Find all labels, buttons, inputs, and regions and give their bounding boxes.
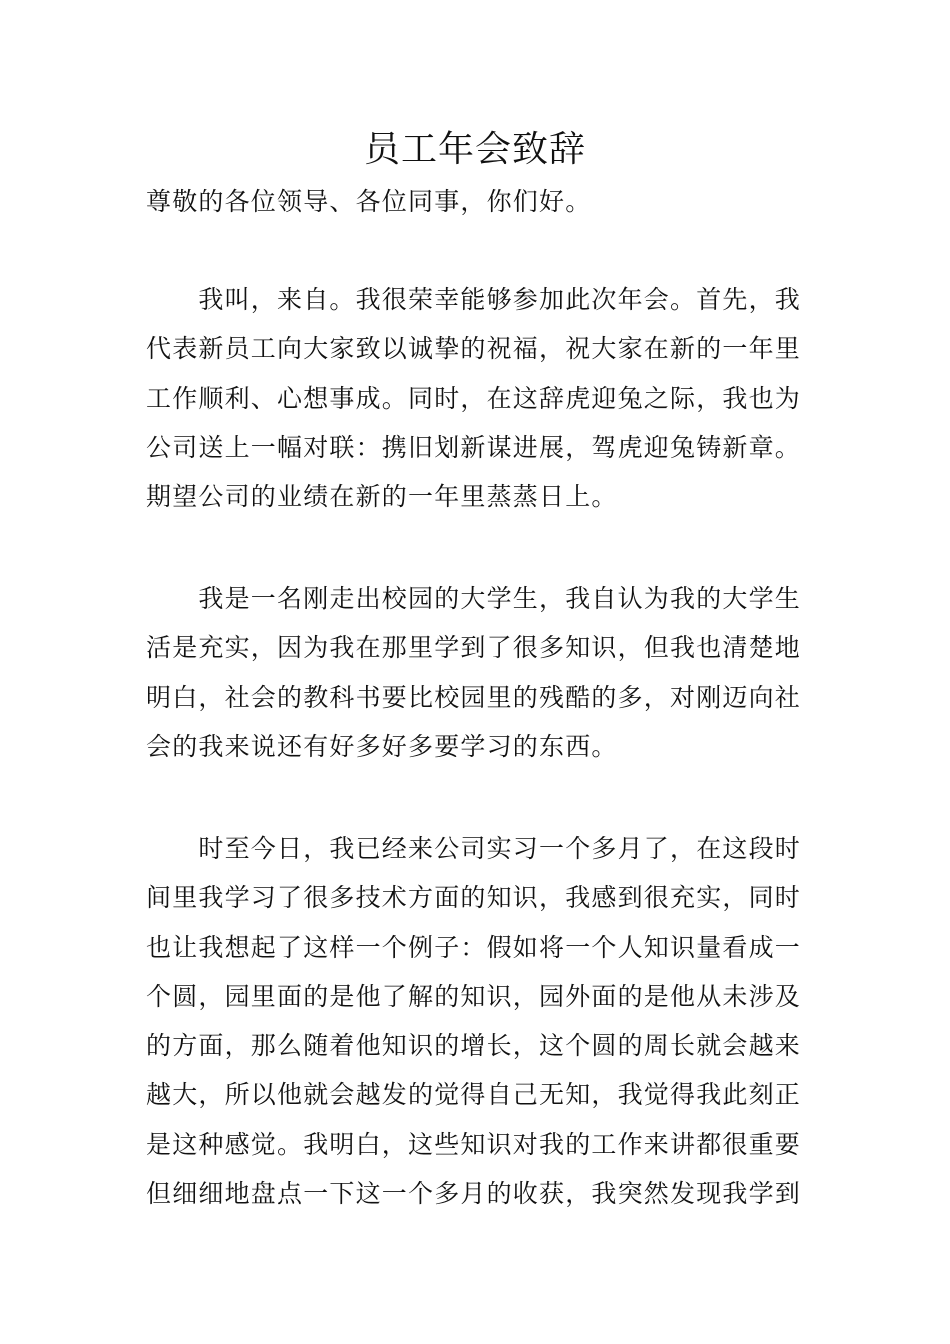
paragraph-2 [146, 574, 806, 771]
paragraph-line: 也让我想起了这样一个例子：假如将一个人知识量看成一 [146, 932, 802, 962]
paragraph-line: 个圆，园里面的是他了解的知识，园外面的是他从未涉及 [146, 981, 802, 1011]
paragraph-3 [146, 824, 806, 1218]
paragraph-line: 工作顺利、心想事成。同时，在这辞虎迎兔之际，我也为 [146, 383, 802, 413]
paragraph-line: 时至今日，我已经来公司实习一个多月了，在这段时 [146, 834, 802, 863]
paragraph-line: 但细细地盘点一下这一个多月的收获，我突然发现我学到 [146, 1179, 802, 1209]
paragraph-line: 公司送上一幅对联：携旧划新谋进展，驾虎迎兔铸新章。 [146, 432, 802, 462]
paragraph-1 [146, 275, 806, 521]
paragraph-line: 期望公司的业绩在新的一年里蒸蒸日上。 [146, 482, 618, 512]
paragraph-line: 是这种感觉。我明白，这些知识对我的工作来讲都很重要 [146, 1129, 802, 1159]
paragraph-line: 明白，社会的教科书要比校园里的残酷的多，对刚迈向社 [146, 682, 802, 712]
document-title: 员工年会致辞 [363, 129, 586, 170]
paragraph-line: 的方面，那么随着他知识的增长，这个圆的周长就会越来 [146, 1031, 802, 1061]
paragraph-line: 会的我来说还有好多好多要学习的东西。 [146, 731, 618, 761]
paragraph-line: 活是充实，因为我在那里学到了很多知识，但我也清楚地 [146, 633, 802, 663]
paragraph-line: 我叫，来自。我很荣幸能够参加此次年会。首先，我 [146, 285, 802, 314]
paragraph-line: 间里我学习了很多技术方面的知识，我感到很充实，同时 [146, 883, 802, 913]
greeting-line: 尊敬的各位领导、各位同事，你们好。 [146, 187, 592, 216]
paragraph-line: 越大，所以他就会越发的觉得自己无知，我觉得我此刻正 [146, 1080, 802, 1110]
paragraph-line: 我是一名刚走出校园的大学生，我自认为我的大学生 [146, 584, 802, 613]
paragraph-line: 代表新员工向大家致以诚挚的祝福，祝大家在新的一年里 [146, 334, 802, 364]
